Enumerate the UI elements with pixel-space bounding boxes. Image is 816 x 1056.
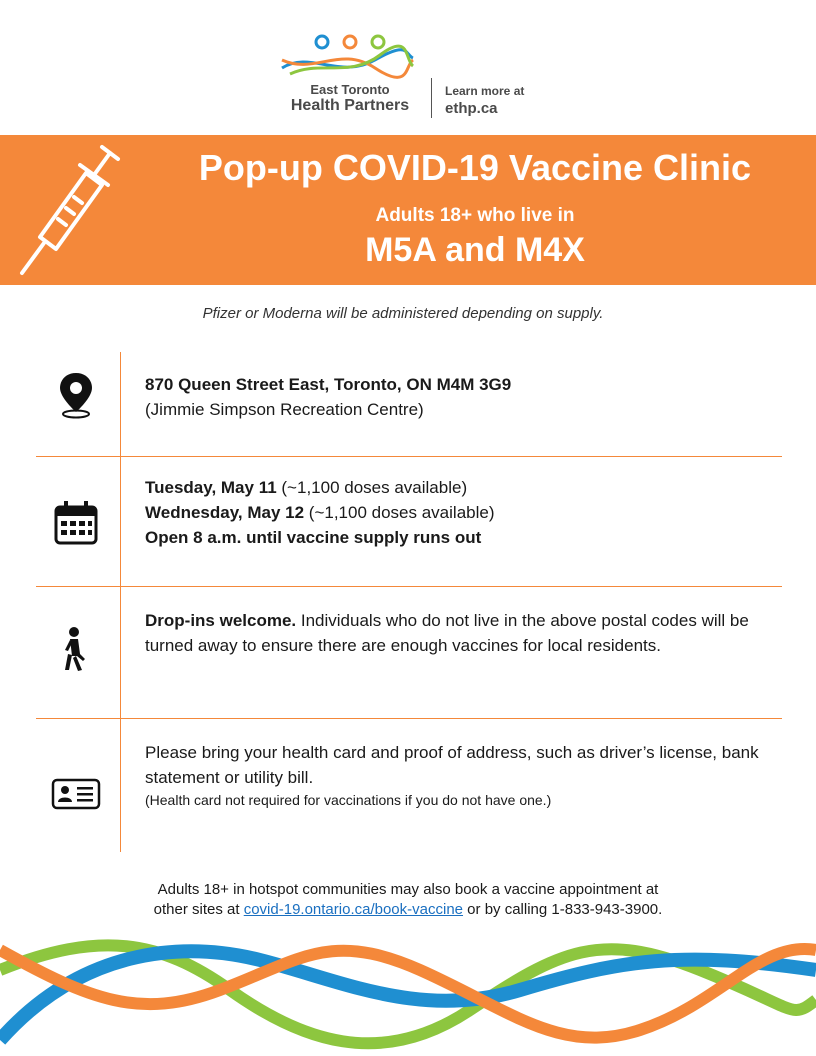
supply-note: Pfizer or Moderna will be administered depending on supply. xyxy=(202,305,604,322)
learn-more xyxy=(445,82,524,118)
booking-link[interactable]: covid-19.ontario.ca/book-vaccine xyxy=(243,901,464,918)
footer-note xyxy=(60,880,756,920)
dropin-text: Individuals who do not live in the above postal codes will be turned away to ensure there are enough vaccines for local residents. xyxy=(145,611,749,655)
logo-name xyxy=(280,82,420,114)
documents-note: (Health card not required for vaccinations if you do not have one.) xyxy=(145,792,552,808)
title-banner xyxy=(0,135,816,285)
id-card-icon xyxy=(50,770,102,822)
day1-doses: (~1,100 doses available) xyxy=(276,478,468,497)
logo-name-line1: East Toronto xyxy=(310,82,390,97)
calendar-icon xyxy=(50,498,102,550)
banner-postal-codes: M5A and M4X xyxy=(365,231,585,269)
logo-people-icon xyxy=(280,30,415,85)
footer-line2 xyxy=(60,900,756,920)
location-pin-icon xyxy=(50,370,102,422)
dropin-info xyxy=(145,608,775,658)
dropin-heading: Drop-ins welcome. xyxy=(145,611,297,630)
clinic-hours: Open 8 a.m. until vaccine supply runs out xyxy=(145,528,482,547)
row-divider xyxy=(36,456,782,457)
learn-more-label: Learn more at xyxy=(445,84,525,98)
address: 870 Queen Street East, Toronto, ON M4M 3G9 xyxy=(145,375,512,394)
schedule-day1 xyxy=(145,475,775,500)
schedule-info xyxy=(145,475,775,550)
documents-info xyxy=(145,740,775,810)
logo-name-line2: Health Partners xyxy=(290,97,410,114)
vertical-divider xyxy=(120,352,121,852)
syringe-icon xyxy=(14,143,124,278)
decorative-waves xyxy=(0,930,816,1056)
day2-date: Wednesday, May 12 xyxy=(145,503,305,522)
documents-text: Please bring your health card and proof of address, such as driver’s license, bank statement or utility bill. xyxy=(145,743,759,787)
location-info xyxy=(145,372,775,422)
banner-subtitle: Adults 18+ who live in xyxy=(375,205,575,226)
day1-date: Tuesday, May 11 xyxy=(145,478,277,497)
venue: (Jimmie Simpson Recreation Centre) xyxy=(145,400,424,419)
row-divider xyxy=(36,718,782,719)
footer-pre: other sites at xyxy=(153,901,244,918)
footer-line1: Adults 18+ in hotspot communities may also book a vaccine appointment at xyxy=(157,881,659,898)
row-divider xyxy=(36,586,782,587)
logo-divider xyxy=(431,78,432,118)
day2-doses: (~1,100 doses available) xyxy=(304,503,495,522)
banner-title: Pop-up COVID-19 Vaccine Clinic xyxy=(198,147,752,188)
footer-post: or by calling 1-833-943-3900. xyxy=(463,901,663,918)
ethp-logo xyxy=(280,30,550,125)
learn-more-url[interactable]: ethp.ca xyxy=(445,100,498,117)
schedule-day2 xyxy=(145,500,775,525)
walking-person-icon xyxy=(50,626,102,678)
